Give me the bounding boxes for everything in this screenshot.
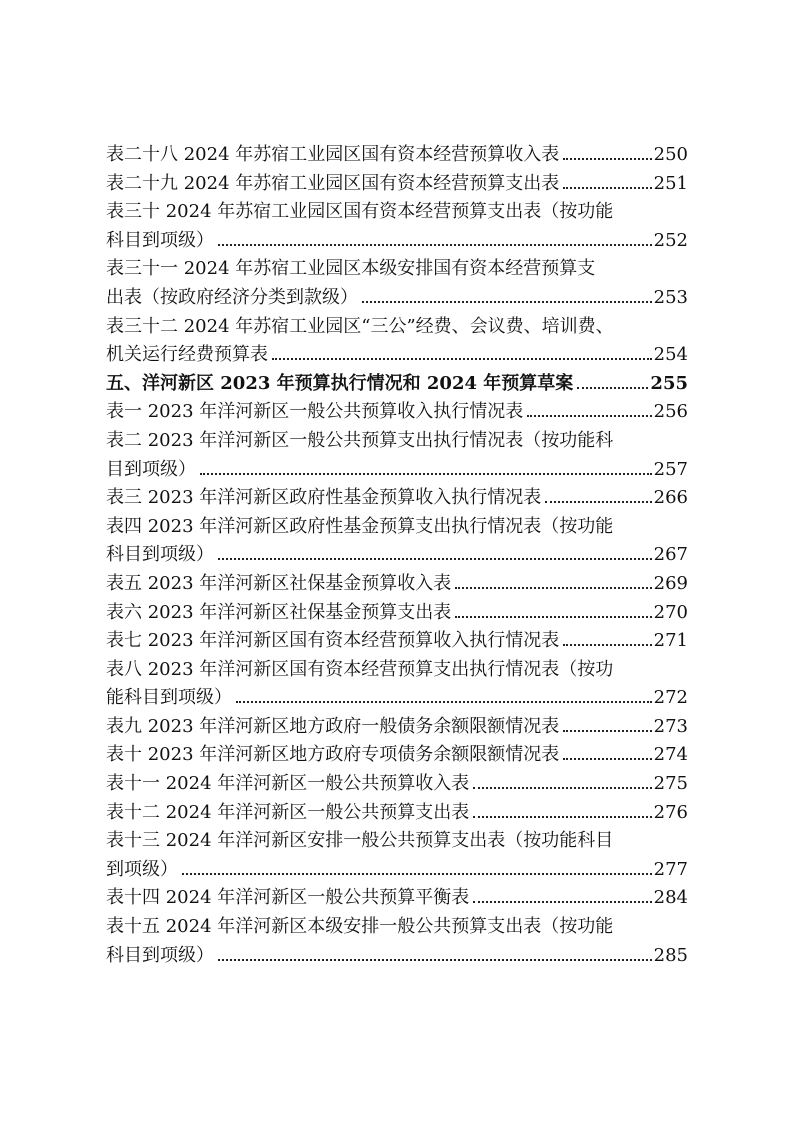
toc-entry-title: 到项级） [106,858,178,880]
toc-entry[interactable] [106,427,688,484]
toc-entry[interactable] [106,770,688,799]
toc-entry[interactable] [106,599,688,628]
toc-entry[interactable] [106,398,688,427]
toc-entry[interactable] [106,913,688,970]
dot-leader [563,730,651,732]
dot-leader [563,187,651,189]
toc-entry-title: 表六 2023 年洋河新区社保基金预算支出表 [106,601,452,623]
toc-entry[interactable] [106,170,688,199]
toc-page-number: 251 [653,172,688,194]
toc-entry-title: 科目到项级） [106,544,214,566]
toc-entry-title: 机关运行经费预算表 [106,344,268,366]
toc-page-number: 269 [653,572,688,594]
toc-entry-title: 表五 2023 年洋河新区社保基金预算收入表 [106,572,452,594]
toc-entry-title: 出表（按政府经济分类到款级） [106,286,358,308]
toc-entry-title: 科目到项级） [106,944,214,966]
toc-entry-title: 表二十九 2024 年苏宿工业园区国有资本经营预算支出表 [106,172,560,194]
dot-leader [455,587,651,589]
toc-entry[interactable] [106,656,688,713]
dot-leader [218,244,652,246]
dot-leader [473,816,651,818]
toc-entry[interactable] [106,713,688,742]
toc-entry-title: 表十 2023 年洋河新区地方政府专项债务余额限额情况表 [106,744,560,766]
toc-page-number: 273 [653,715,688,737]
toc-entry[interactable] [106,627,688,656]
toc-entry-title: 表三十一 2024 年苏宿工业园区本级安排国有资本经营预算支 [106,258,596,280]
toc-page-number: 253 [653,286,688,308]
dot-leader [563,644,651,646]
toc-page-number: 284 [653,887,688,909]
toc-entry-title: 科目到项级） [106,229,214,251]
toc-page-number: 252 [653,229,688,251]
toc-entry-title: 表八 2023 年洋河新区国有资本经营预算支出执行情况表（按功 [106,658,614,680]
toc-entry-title: 表十五 2024 年洋河新区本级安排一般公共预算支出表（按功能 [106,916,614,938]
toc-entry-title: 表三十 2024 年苏宿工业园区国有资本经营预算支出表（按功能 [106,201,614,223]
toc-page-number: 274 [653,744,688,766]
toc-entry-title: 表十一 2024 年洋河新区一般公共预算收入表 [106,773,470,795]
toc-entry-title: 目到项级） [106,458,196,480]
toc-entry[interactable] [106,884,688,913]
table-of-contents [106,141,688,970]
toc-entry[interactable] [106,255,688,312]
dot-leader [473,901,651,903]
toc-entry-title: 表二十八 2024 年苏宿工业园区国有资本经营预算收入表 [106,144,560,165]
toc-page-number: 254 [653,344,688,366]
toc-page-number: 257 [653,458,688,480]
toc-page-number: 256 [653,401,688,423]
dot-leader [218,558,652,560]
toc-entry-title: 表三 2023 年洋河新区政府性基金预算收入执行情况表 [106,487,542,509]
toc-entry[interactable] [106,313,688,370]
toc-page-number: 267 [653,544,688,566]
dot-leader [272,358,652,360]
toc-entry-title: 表一 2023 年洋河新区一般公共预算收入执行情况表 [106,401,524,423]
toc-entry[interactable] [106,799,688,828]
toc-entry-title: 表七 2023 年洋河新区国有资本经营预算收入执行情况表 [106,630,560,652]
toc-entry-title: 表十二 2024 年洋河新区一般公共预算支出表 [106,801,470,823]
toc-page-number: 270 [653,601,688,623]
dot-leader [455,616,651,618]
toc-page-number: 276 [653,801,688,823]
toc-entry-title: 五、洋河新区 2023 年预算执行情况和 2024 年预算草案 [106,372,574,394]
toc-page-number: 277 [653,858,688,880]
dot-leader [577,387,648,389]
toc-entry[interactable] [106,741,688,770]
toc-entry-title: 表二 2023 年洋河新区一般公共预算支出执行情况表（按功能科 [106,429,614,451]
toc-entry[interactable] [106,570,688,599]
toc-entry-title: 表九 2023 年洋河新区地方政府一般债务余额限额情况表 [106,715,560,737]
toc-entry[interactable] [106,198,688,255]
toc-page-number: 266 [653,487,688,509]
toc-entry-title: 表十四 2024 年洋河新区一般公共预算平衡表 [106,887,470,909]
dot-leader [236,701,652,703]
toc-entry-title: 表四 2023 年洋河新区政府性基金预算支出执行情况表（按功能 [106,515,614,537]
toc-entry[interactable] [106,513,688,570]
dot-leader [182,873,652,875]
toc-page-number: 250 [653,144,688,165]
toc-page-number: 271 [653,630,688,652]
toc-entry[interactable] [106,141,688,170]
dot-leader [362,301,652,303]
dot-leader [527,415,651,417]
dot-leader [563,158,651,160]
dot-leader [218,959,652,961]
dot-leader [545,501,651,503]
toc-entry[interactable] [106,827,688,884]
toc-section-heading[interactable] [106,370,688,399]
toc-page-number: 272 [653,687,688,709]
dot-leader [563,758,651,760]
toc-entry[interactable] [106,484,688,513]
toc-entry-title: 能科目到项级） [106,687,232,709]
toc-page-number: 255 [650,372,688,394]
dot-leader [200,473,652,475]
dot-leader [473,787,651,789]
toc-entry-title: 表三十二 2024 年苏宿工业园区“三公”经费、会议费、培训费、 [106,315,614,337]
toc-page-number: 275 [653,773,688,795]
toc-page-number: 285 [653,944,688,966]
toc-entry-title: 表十三 2024 年洋河新区安排一般公共预算支出表（按功能科目 [106,830,614,852]
